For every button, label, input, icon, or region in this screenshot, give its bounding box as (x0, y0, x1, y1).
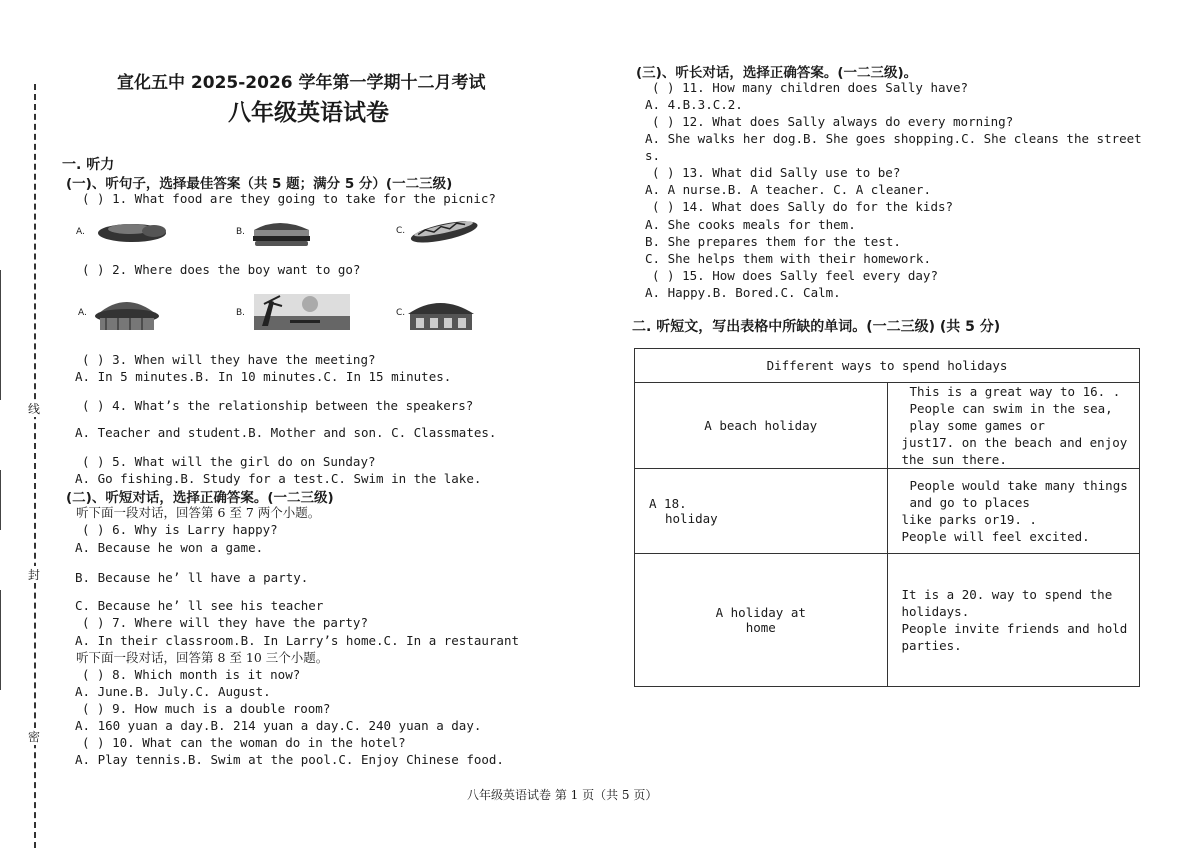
q2-option-b-image: B. (234, 290, 354, 334)
binding-char-feng: 封 (28, 568, 41, 582)
question-7-options: A. In their classroom.B. In Larry’s home.C. In a restaurant (75, 633, 520, 648)
question-9-options: A. 160 yuan a day.B. 214 yuan a day.C. 240 yuan a day. (75, 718, 482, 733)
question-6-option-a: A. Because he won a game. (75, 540, 264, 555)
question-15-options: A. Happy.B. Bored.C. Calm. (645, 285, 841, 300)
question-10: ( ) 10. What can the woman do in the hotel? (82, 735, 406, 750)
table-title: Different ways to spend holidays (635, 349, 1140, 383)
question-7: ( ) 7. Where will they have the party? (82, 615, 368, 630)
section2-heading: (二)、听短对话，选择正确答案。(一二三级) (66, 490, 334, 506)
row-text: People would take many things and go to places like parks or19. . People will feel excited. (887, 469, 1140, 554)
binding-mark (0, 470, 1, 530)
question-14-option-a: A. She cooks meals for them. (645, 217, 856, 232)
binding-mark (0, 270, 1, 400)
q2-option-a-image: A. (76, 290, 166, 334)
page-footer: 八年级英语试卷 第 1 页（共 5 页） (467, 788, 658, 802)
q1-option-b-image: B. (234, 216, 334, 248)
table-row (635, 383, 1140, 469)
exam-subtitle: 八年级英语试卷 (228, 100, 389, 126)
section3-heading: (三)、听长对话，选择正确答案。(一二三级)。 (636, 65, 918, 81)
row-text: It is a 20. way to spend the holidays. People invite friends and hold parties. (887, 554, 1140, 687)
question-15: ( ) 15. How does Sally feel every day? (652, 268, 938, 283)
row-label: A holiday at home (635, 554, 888, 687)
question-10-options: A. Play tennis.B. Swim at the pool.C. Enjoy Chinese food. (75, 752, 504, 767)
q1-option-c-image: C. (394, 216, 484, 246)
question-3: ( ) 3. When will they have the meeting? (82, 352, 376, 367)
question-13: ( ) 13. What did Sally use to be? (652, 165, 901, 180)
question-12-options-wrap: s. (645, 148, 661, 163)
binding-char-xian: 线 (28, 402, 41, 416)
question-9: ( ) 9. How much is a double room? (82, 701, 331, 716)
section2-intro-2: 听下面一段对话，回答第 8 至 10 三个小题。 (76, 650, 329, 665)
question-8-options: A. June.B. July.C. August. (75, 684, 271, 699)
question-14-option-c: C. She helps them with their homework. (645, 251, 931, 266)
question-13-options: A. A nurse.B. A teacher. C. A cleaner. (645, 182, 931, 197)
question-12: ( ) 12. What does Sally always do every morning? (652, 114, 1014, 129)
question-6-option-c: C. Because he’ ll see his teacher (75, 598, 324, 613)
part2-heading: 二. 听短文，写出表格中所缺的单词。(一二三级) (共 5 分) (632, 319, 1001, 335)
question-14: ( ) 14. What does Sally do for the kids? (652, 199, 954, 214)
q2-option-c-image: C. (394, 290, 484, 334)
table-title-row (635, 349, 1140, 383)
binding-char-mi: 密 (28, 730, 41, 744)
question-4-options: A. Teacher and student.B. Mother and son. C. Classmates. (75, 425, 497, 440)
part1-heading: 一. 听力 (62, 157, 115, 173)
question-14-option-b: B. She prepares them for the test. (645, 234, 901, 249)
question-2: ( ) 2. Where does the boy want to go? (82, 262, 361, 277)
question-11-options: A. 4.B.3.C.2. (645, 97, 743, 112)
question-4: ( ) 4. What’s the relationship between the speakers? (82, 398, 474, 413)
question-5: ( ) 5. What will the girl do on Sunday? (82, 454, 376, 469)
table-row (635, 469, 1140, 554)
question-12-options: A. She walks her dog.B. She goes shopping.C. She cleans the street (645, 131, 1142, 146)
question-3-options: A. In 5 minutes.B. In 10 minutes.C. In 15 minutes. (75, 369, 452, 384)
table-row (635, 554, 1140, 687)
question-8: ( ) 8. Which month is it now? (82, 667, 301, 682)
exam-title: 宣化五中 2025-2026 学年第一学期十二月考试 (117, 73, 486, 93)
question-1: ( ) 1. What food are they going to take for the picnic? (82, 191, 496, 206)
row-label: A 18. holiday (635, 469, 888, 554)
question-5-options: A. Go fishing.B. Study for a test.C. Swim in the lake. (75, 471, 482, 486)
row-text: This is a great way to 16. . People can swim in the sea, play some games or just17. on the beach and enjoy the sun there. (887, 383, 1140, 469)
question-6-option-b: B. Because he’ ll have a party. (75, 570, 309, 585)
binding-mark (0, 590, 1, 690)
row-label: A beach holiday (635, 383, 888, 469)
section1-heading: (一)、听句子，选择最佳答案（共 5 题；满分 5 分）(一二三级) (66, 176, 453, 192)
section2-intro-1: 听下面一段对话，回答第 6 至 7 两个小题。 (76, 505, 321, 520)
question-11: ( ) 11. How many children does Sally have? (652, 80, 969, 95)
q1-option-a-image: A. (74, 218, 174, 246)
holiday-table (634, 348, 1140, 687)
question-6: ( ) 6. Why is Larry happy? (82, 522, 278, 537)
